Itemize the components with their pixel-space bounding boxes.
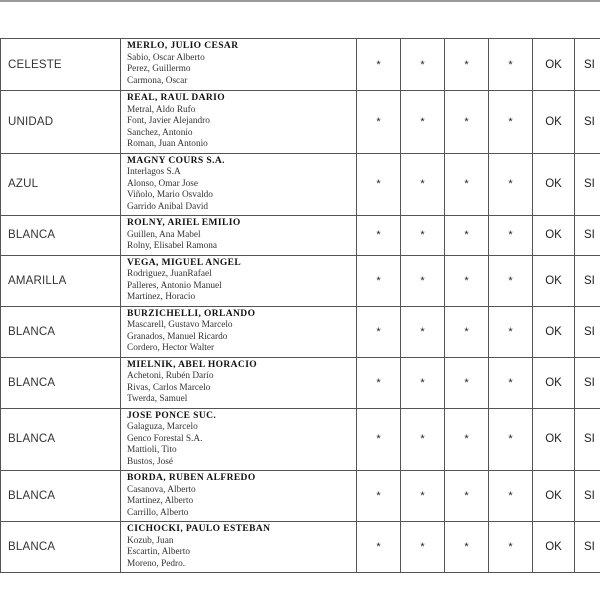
list-member-name: Galaguza, Marcelo xyxy=(127,422,198,432)
list-head-name: MAGNY COURS S.A. xyxy=(127,155,225,166)
mark-cell: * xyxy=(357,255,401,306)
ok-status-cell: OK xyxy=(533,357,575,408)
mark-cell: * xyxy=(445,255,489,306)
table-row xyxy=(1,255,600,306)
list-member-name: Viñolo, Mario Osvaldo xyxy=(127,190,213,200)
mark-cell: * xyxy=(401,357,445,408)
list-member-name: Rivas, Carlos Marcelo xyxy=(127,382,211,393)
ok-status-cell: OK xyxy=(533,39,575,91)
list-member-name: Mascarell, Gustavo Marcelo xyxy=(127,320,233,330)
table-row xyxy=(1,39,600,91)
ok-status-cell: OK xyxy=(533,306,575,357)
si-status-cell: SI xyxy=(575,306,600,357)
mark-cell: * xyxy=(445,522,489,573)
lists-table-body xyxy=(1,39,600,573)
list-member-name: Metral, Aldo Rufo xyxy=(127,104,196,115)
mark-cell: * xyxy=(489,91,533,154)
mark-cell: * xyxy=(401,522,445,573)
mark-cell: * xyxy=(357,522,401,573)
list-head-name: MERLO, JULIO CESAR xyxy=(127,41,239,51)
mark-cell: * xyxy=(489,522,533,573)
si-status-cell: SI xyxy=(575,255,600,306)
mark-cell: * xyxy=(357,91,401,154)
list-names-cell xyxy=(121,306,357,357)
list-member-name: Kozub, Juan xyxy=(127,535,174,546)
table-row xyxy=(1,471,600,522)
mark-cell: * xyxy=(489,153,533,216)
list-names-cell xyxy=(121,408,357,471)
si-status-cell: SI xyxy=(575,216,600,256)
list-member-name: Garrido Anibal David xyxy=(127,201,209,212)
list-member-name: Casanova, Alberto xyxy=(127,484,196,495)
list-head-name: BORDA, RUBEN ALFREDO xyxy=(127,473,256,483)
mark-cell: * xyxy=(445,153,489,216)
list-member-name: Mattioli, Tito xyxy=(127,445,177,455)
mark-cell: * xyxy=(489,408,533,471)
list-member-name: Roman, Juan Antonio xyxy=(127,139,208,149)
mark-cell: * xyxy=(401,255,445,306)
mark-cell: * xyxy=(357,216,401,256)
mark-cell: * xyxy=(445,216,489,256)
list-head-name: ROLNY, ARIEL EMILIO xyxy=(127,218,241,228)
si-status-cell: SI xyxy=(575,153,600,216)
list-member-name: Sabio, Oscar Alberto xyxy=(127,52,205,63)
mark-cell: * xyxy=(489,255,533,306)
mark-cell: * xyxy=(357,39,401,91)
list-member-name: Cordero, Hector Walter xyxy=(127,343,215,353)
list-member-name: Genco Forestal S.A. xyxy=(127,433,203,444)
table-row xyxy=(1,522,600,573)
list-member-name: Granados, Manuel Ricardo xyxy=(127,331,228,342)
list-member-name: Twerda, Samuel xyxy=(127,394,188,404)
list-color-cell: BLANCA xyxy=(1,216,121,256)
list-names-cell xyxy=(121,522,357,573)
mark-cell: * xyxy=(489,306,533,357)
mark-cell: * xyxy=(401,91,445,154)
mark-cell: * xyxy=(401,408,445,471)
list-head-name: BURZICHELLI, ORLANDO xyxy=(127,308,256,319)
table-row xyxy=(1,153,600,216)
mark-cell: * xyxy=(445,39,489,91)
mark-cell: * xyxy=(357,357,401,408)
list-member-name: Carmona, Oscar xyxy=(127,75,188,86)
mark-cell: * xyxy=(401,306,445,357)
ok-status-cell: OK xyxy=(533,522,575,573)
list-member-name: Guillen, Ana Mabel xyxy=(127,229,201,240)
ok-status-cell: OK xyxy=(533,408,575,471)
ok-status-cell: OK xyxy=(533,91,575,154)
table-row xyxy=(1,408,600,471)
table-row xyxy=(1,306,600,357)
list-color-cell: AZUL xyxy=(1,153,121,216)
list-color-cell: BLANCA xyxy=(1,522,121,573)
mark-cell: * xyxy=(401,153,445,216)
list-member-name: Escartin, Alberto xyxy=(127,547,190,557)
list-names-cell xyxy=(121,153,357,216)
si-status-cell: SI xyxy=(575,91,600,154)
ok-status-cell: OK xyxy=(533,153,575,216)
list-member-name: Rodriguez, JuanRafael xyxy=(127,269,212,279)
page-top-border xyxy=(0,0,600,2)
list-color-cell: BLANCA xyxy=(1,357,121,408)
mark-cell: * xyxy=(401,471,445,522)
mark-cell: * xyxy=(357,471,401,522)
si-status-cell: SI xyxy=(575,39,600,91)
list-color-cell: AMARILLA xyxy=(1,255,121,306)
list-names-cell xyxy=(121,216,357,256)
list-head-name: VEGA, MIGUEL ANGEL xyxy=(127,257,242,268)
list-member-name: Bustos, José xyxy=(127,456,173,467)
mark-cell: * xyxy=(445,408,489,471)
list-names-cell xyxy=(121,357,357,408)
mark-cell: * xyxy=(401,39,445,91)
table-row xyxy=(1,91,600,154)
list-member-name: Perez, Guillermo xyxy=(127,64,191,74)
mark-cell: * xyxy=(489,471,533,522)
list-member-name: Martinez, Alberto xyxy=(127,496,194,506)
list-head-name: JOSE PONCE SUC. xyxy=(127,410,217,421)
mark-cell: * xyxy=(489,39,533,91)
list-member-name: Rolny, Elisabel Ramona xyxy=(127,241,218,251)
mark-cell: * xyxy=(445,91,489,154)
mark-cell: * xyxy=(357,306,401,357)
list-head-name: CICHOCKI, PAULO ESTEBAN xyxy=(127,524,271,534)
list-names-cell xyxy=(121,39,357,91)
si-status-cell: SI xyxy=(575,471,600,522)
list-member-name: Font, Javier Alejandro xyxy=(127,116,210,126)
list-member-name: Martinez, Horacio xyxy=(127,292,196,302)
list-member-name: Carrillo, Alberto xyxy=(127,507,189,518)
mark-cell: * xyxy=(489,357,533,408)
table-row xyxy=(1,357,600,408)
list-member-name: Achetoni, Rubén Darío xyxy=(127,371,214,381)
ok-status-cell: OK xyxy=(533,255,575,306)
list-member-name: Interlagos S.A xyxy=(127,167,181,177)
list-head-name: REAL, RAUL DARIO xyxy=(127,93,225,103)
mark-cell: * xyxy=(357,408,401,471)
list-member-name: Palleres, Antonio Manuel xyxy=(127,280,222,291)
list-color-cell: UNIDAD xyxy=(1,91,121,154)
mark-cell: * xyxy=(445,471,489,522)
mark-cell: * xyxy=(445,306,489,357)
list-member-name: Moreno, Pedro. xyxy=(127,558,186,569)
list-color-cell: BLANCA xyxy=(1,471,121,522)
table-row xyxy=(1,216,600,256)
list-color-cell: CELESTE xyxy=(1,39,121,91)
list-member-name: Alonso, Omar Jose xyxy=(127,178,199,189)
mark-cell: * xyxy=(357,153,401,216)
list-names-cell xyxy=(121,255,357,306)
list-names-cell xyxy=(121,91,357,154)
list-color-cell: BLANCA xyxy=(1,306,121,357)
ok-status-cell: OK xyxy=(533,216,575,256)
si-status-cell: SI xyxy=(575,522,600,573)
ok-status-cell: OK xyxy=(533,471,575,522)
si-status-cell: SI xyxy=(575,357,600,408)
mark-cell: * xyxy=(401,216,445,256)
list-member-name: Sanchez, Antonio xyxy=(127,127,193,138)
si-status-cell: SI xyxy=(575,408,600,471)
mark-cell: * xyxy=(445,357,489,408)
list-head-name: MIELNIK, ABEL HORACIO xyxy=(127,359,258,370)
list-color-cell: BLANCA xyxy=(1,408,121,471)
mark-cell: * xyxy=(489,216,533,256)
list-names-cell xyxy=(121,471,357,522)
lists-table xyxy=(0,38,600,573)
